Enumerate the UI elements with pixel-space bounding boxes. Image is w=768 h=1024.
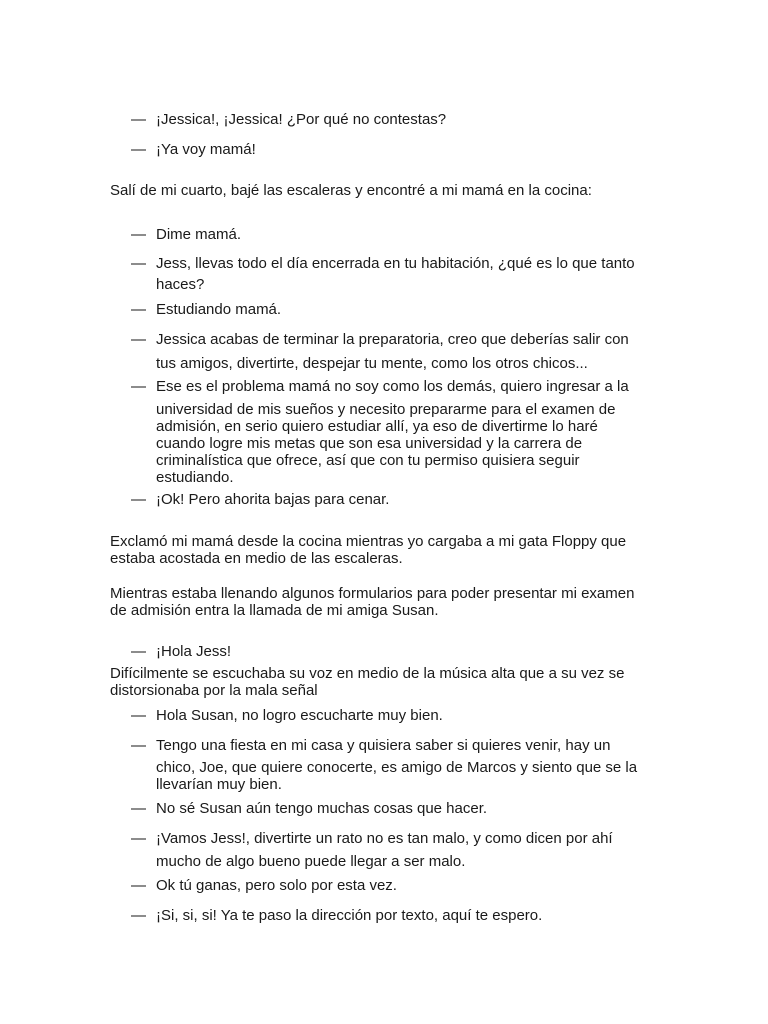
dialog-line: ¡Ok! Pero ahorita bajas para cenar.: [156, 491, 390, 508]
dialog-line: chico, Joe, que quiere conocerte, es amigo de Marcos y siento que se la: [156, 759, 638, 776]
paragraph-line: Salí de mi cuarto, bajé las escaleras y encontré a mi mamá en la cocina:: [110, 182, 592, 199]
paragraph-line: Difícilmente se escuchaba su voz en medio de la música alta que a su vez se: [110, 665, 625, 682]
dialog-line: admisión, en serio quiero estudiar allí, ya eso de divertirme lo haré: [156, 418, 598, 435]
dialog-dash: —: [131, 141, 146, 158]
dialog-dash: —: [131, 491, 146, 508]
dialog-line: Dime mamá.: [156, 226, 242, 243]
paragraph-line: de admisión entra la llamada de mi amiga Susan.: [110, 602, 439, 619]
paragraph-line: Exclamó mi mamá desde la cocina mientras yo cargaba a mi gata Floppy que: [110, 533, 627, 550]
dialog-line: universidad de mis sueños y necesito prepararme para el examen de: [156, 401, 616, 418]
dialog-dash: —: [131, 800, 146, 817]
paragraph-line: distorsionaba por la mala señal: [110, 682, 318, 699]
dialog-line: haces?: [156, 276, 205, 293]
dialog-line: cuando logre mis metas que son esa universidad y la carrera de: [156, 435, 583, 452]
dialog-line: ¡Vamos Jess!, divertirte un rato no es tan malo, y como dicen por ahí: [156, 830, 613, 847]
dialog-line: ¡Si, si, si! Ya te paso la dirección por texto, aquí te espero.: [156, 907, 543, 924]
dialog-dash: —: [131, 255, 146, 272]
dialog-line: mucho de algo bueno puede llegar a ser malo.: [156, 853, 466, 870]
dialog-line: llevarían muy bien.: [156, 776, 282, 793]
paragraph-line: estaba acostada en medio de las escaleras.: [110, 550, 403, 567]
dialog-line: Jessica acabas de terminar la preparatoria, creo que deberías salir con: [156, 331, 629, 348]
dialog-line: ¡Jessica!, ¡Jessica! ¿Por qué no contestas?: [156, 111, 447, 128]
paragraph-line: Mientras estaba llenando algunos formularios para poder presentar mi examen: [110, 585, 635, 602]
dialog-line: tus amigos, divertirte, despejar tu mente, como los otros chicos...: [156, 355, 588, 372]
dialog-line: Ok tú ganas, pero solo por esta vez.: [156, 877, 397, 894]
dialog-dash: —: [131, 111, 146, 128]
dialog-line: ¡Hola Jess!: [156, 643, 232, 660]
dialog-line: Hola Susan, no logro escucharte muy bien.: [156, 707, 443, 724]
dialog-dash: —: [131, 301, 146, 318]
dialog-dash: —: [131, 226, 146, 243]
dialog-line: ¡Ya voy mamá!: [156, 141, 256, 158]
dialog-line: Estudiando mamá.: [156, 301, 282, 318]
dialog-line: Tengo una fiesta en mi casa y quisiera saber si quieres venir, hay un: [156, 737, 611, 754]
dialog-line: estudiando.: [156, 469, 234, 486]
dialog-dash: —: [131, 737, 146, 754]
dialog-dash: —: [131, 331, 146, 348]
dialog-dash: —: [131, 830, 146, 847]
dialog-dash: —: [131, 707, 146, 724]
dialog-line: No sé Susan aún tengo muchas cosas que hacer.: [156, 800, 488, 817]
dialog-dash: —: [131, 877, 146, 894]
dialog-dash: —: [131, 378, 146, 395]
dialog-line: Ese es el problema mamá no soy como los demás, quiero ingresar a la: [156, 378, 629, 395]
dialog-dash: —: [131, 907, 146, 924]
dialog-line: criminalística que ofrece, así que con tu permiso quisiera seguir: [156, 452, 580, 469]
dialog-line: Jess, llevas todo el día encerrada en tu habitación, ¿qué es lo que tanto: [156, 255, 635, 272]
dialog-dash: —: [131, 643, 146, 660]
